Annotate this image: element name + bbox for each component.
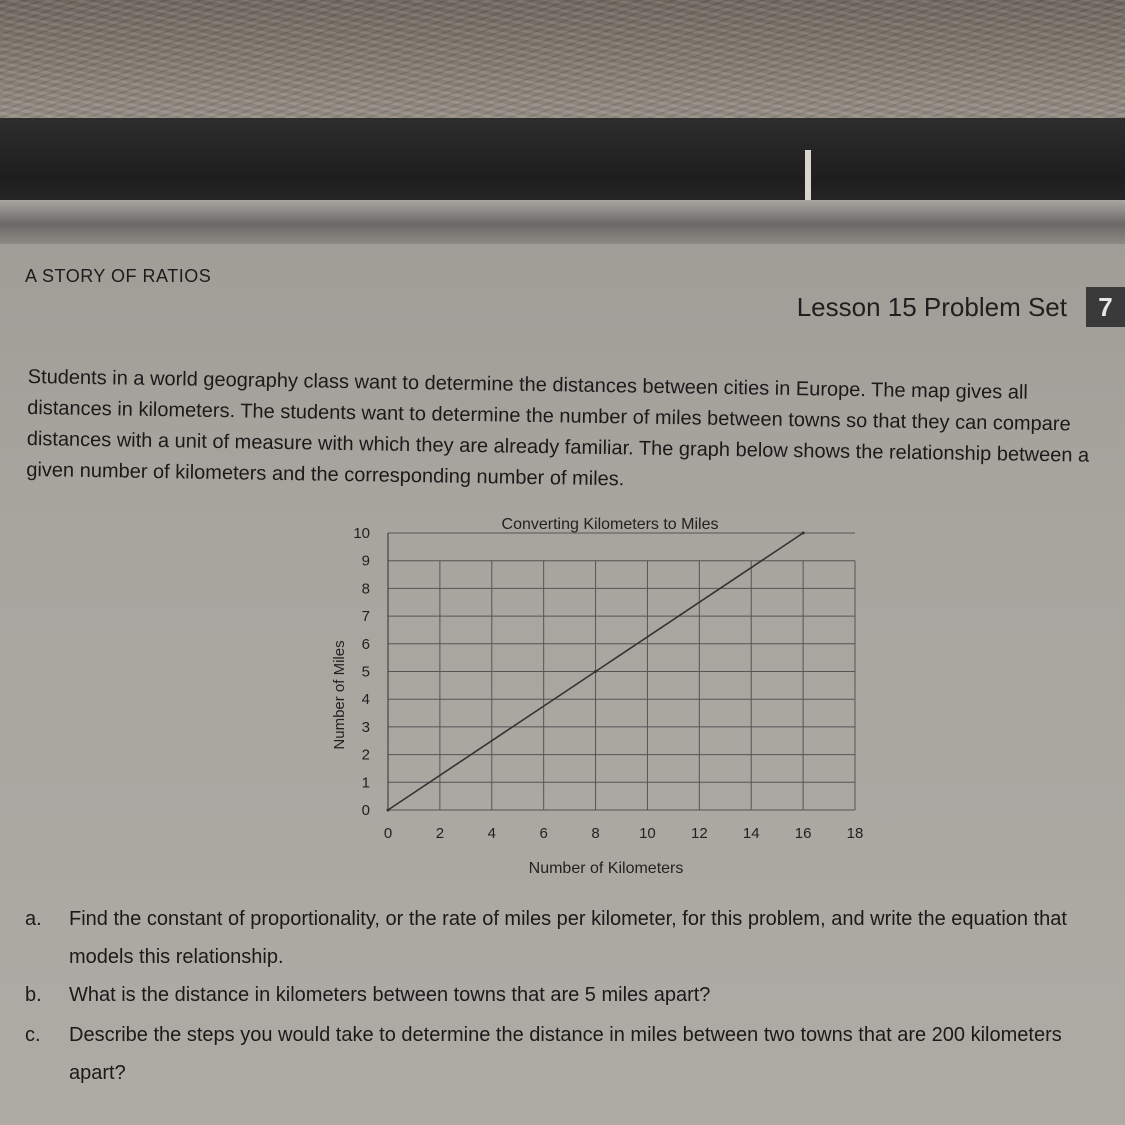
grade-badge: 7 bbox=[1086, 287, 1125, 327]
x-tick-label: 0 bbox=[383, 825, 393, 842]
x-tick-label: 18 bbox=[846, 825, 864, 842]
x-tick-label: 14 bbox=[742, 825, 760, 842]
y-tick-label: 7 bbox=[361, 608, 370, 626]
y-tick-label: 4 bbox=[361, 691, 370, 709]
question-letter: b. bbox=[25, 984, 42, 1006]
chart-svg bbox=[300, 505, 900, 885]
y-tick-label: 6 bbox=[361, 635, 370, 653]
x-tick-label: 10 bbox=[639, 825, 656, 842]
question-text: Find the constant of proportionality, or the rate of miles per kilometer, for this problem, and write the equation that models this relationship. bbox=[69, 908, 1067, 968]
kilometers-miles-chart bbox=[300, 505, 900, 885]
y-tick-label: 1 bbox=[361, 774, 370, 792]
y-tick-label: 9 bbox=[361, 552, 370, 570]
y-tick-label: 10 bbox=[353, 525, 370, 542]
y-tick-label: 0 bbox=[361, 802, 370, 819]
y-tick-label: 2 bbox=[361, 746, 370, 764]
x-tick-label: 6 bbox=[539, 825, 548, 842]
x-tick-label: 16 bbox=[794, 825, 812, 842]
x-tick-label: 8 bbox=[591, 825, 600, 842]
lesson-title: Lesson 15 Problem Set bbox=[796, 292, 1067, 322]
x-tick-label: 4 bbox=[487, 825, 496, 842]
data-point bbox=[387, 809, 390, 812]
paper-shadow-band bbox=[0, 200, 1125, 244]
y-tick-label: 3 bbox=[361, 718, 370, 736]
series-title: A STORY OF RATIOS bbox=[25, 266, 212, 286]
question-text: What is the distance in kilometers between towns that are 5 miles apart? bbox=[69, 984, 711, 1006]
y-axis-label: Number of Miles bbox=[331, 640, 348, 750]
problem-intro: Students in a world geography class want to determine the distances between cities in Europe. The map gives all distances in kilometers. The students want to determine the number of miles between towns so that they can compare distances with a unit of measure with which they are already familiar. The graph below shows the relationship between a given number of kilometers and the corresponding number of miles. bbox=[26, 365, 1090, 491]
question-letter: c. bbox=[25, 1024, 41, 1046]
data-point bbox=[802, 532, 805, 535]
question-letter: a. bbox=[25, 908, 42, 930]
chart-title: Converting Kilometers to Miles bbox=[501, 516, 719, 533]
data-point bbox=[594, 670, 597, 673]
question-text: Describe the steps you would take to determine the distance in miles between two towns that are 200 kilometers apart? bbox=[69, 1024, 1062, 1084]
y-tick-label: 8 bbox=[361, 580, 370, 598]
x-tick-label: 2 bbox=[435, 825, 445, 842]
x-tick-label: 12 bbox=[690, 825, 708, 842]
y-tick-label: 5 bbox=[361, 663, 370, 681]
x-axis-label: Number of Kilometers bbox=[528, 860, 684, 877]
